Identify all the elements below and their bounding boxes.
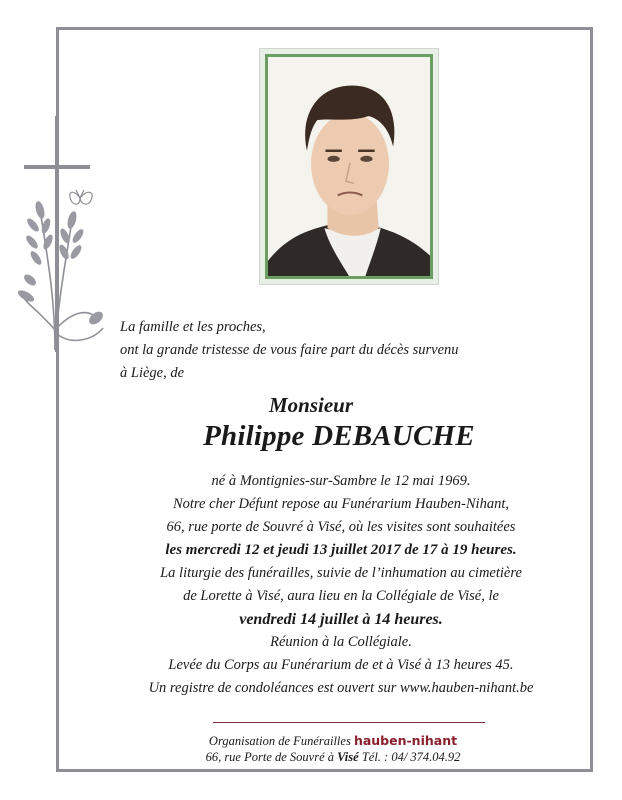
- body-line: Réunion à la Collégiale.: [270, 634, 412, 650]
- portrait-photo: [265, 54, 433, 279]
- portrait-frame: [259, 48, 439, 285]
- honorific: Monsieur: [268, 393, 354, 417]
- intro-line: à Liège, de: [120, 365, 185, 381]
- body-line: de Lorette à Visé, aura lieu en la Collégiale de Visé, le: [183, 588, 499, 604]
- body-line: Levée du Corps au Funérarium de et à Visé à 13 heures 45.: [168, 657, 514, 673]
- address-prefix: 66, rue Porte de Souvré à: [205, 750, 335, 764]
- deceased-name: Philippe DEBAUCHE: [203, 420, 475, 452]
- footer-divider: [213, 722, 485, 723]
- funeral-date: vendredi 14 juillet à 14 heures.: [239, 611, 443, 628]
- footer-organisation: [22, 733, 622, 749]
- body-line: né à Montignies-sur-Sambre le 12 mai 1969.: [211, 473, 471, 489]
- intro-text: [120, 316, 580, 385]
- condolence-line: Un registre de condoléances est ouvert sur www.hauben-nihant.be: [148, 680, 534, 696]
- address-city: Visé: [337, 750, 359, 764]
- cross-bar: [24, 165, 90, 169]
- phone-number: Tél. : 04/ 374.04.92: [361, 750, 461, 764]
- footer-address: [22, 750, 622, 765]
- wheat-butterfly-icon: [18, 180, 108, 350]
- body-line: Notre cher Défunt repose au Funérarium Hauben-Nihant,: [172, 496, 509, 512]
- announcement-body: [30, 470, 622, 700]
- body-line: 66, rue porte de Souvré à Visé, où les visites sont souhaitées: [166, 519, 516, 535]
- intro-line: La famille et les proches,: [120, 319, 266, 335]
- body-line: La liturgie des funérailles, suivie de l’inhumation au cimetière: [160, 565, 522, 581]
- visit-dates: les mercredi 12 et jeudi 13 juillet 2017 de 17 à 19 heures.: [165, 542, 517, 558]
- brand-logo: hauben-nihant: [353, 733, 458, 748]
- org-prefix: Organisation de Funérailles: [208, 734, 351, 748]
- intro-line: ont la grande tristesse de vous faire part du décès survenu: [120, 342, 459, 358]
